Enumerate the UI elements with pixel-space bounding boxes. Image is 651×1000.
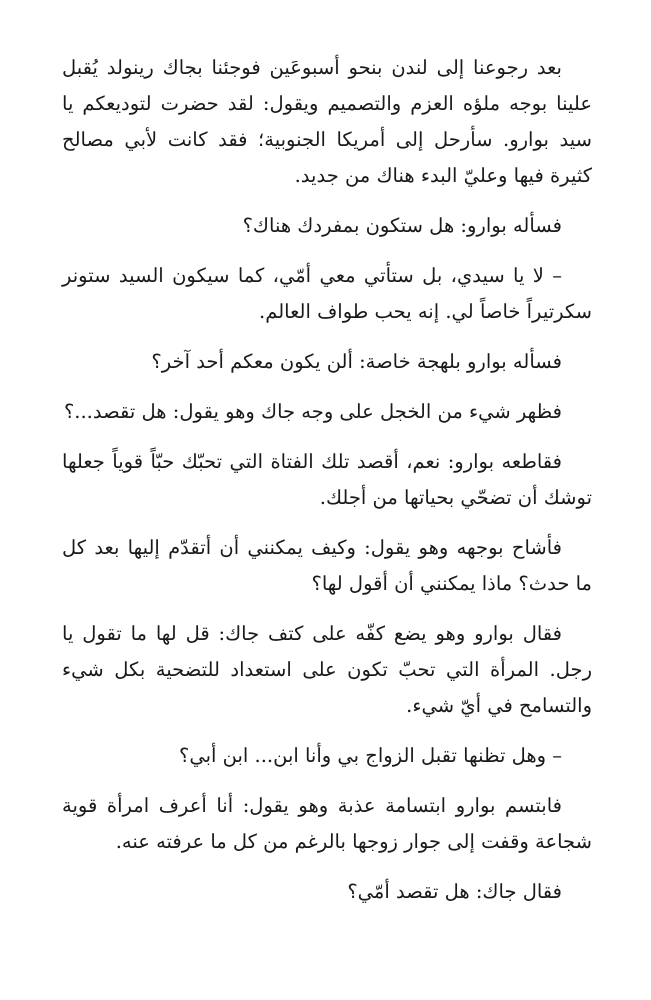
paragraph-6: فقاطعه بوارو: نعم، أقصد تلك الفتاة التي تحبّك حبّاً قوياً جعلها توشك أن تضحّي بحياتها من أجلك. bbox=[62, 450, 592, 509]
paragraph-9: – وهل تظنها تقبل الزواج بي وأنا ابن... ابن أبي؟ bbox=[178, 744, 562, 767]
paragraph-10: فابتسم بوارو ابتسامة عذبة وهو يقول: أنا أعرف امرأة قوية شجاعة وقفت إلى جوار زوجها بالرغم من كل ما عرفته عنه. bbox=[62, 794, 592, 853]
paragraph-3: – لا يا سيدي، بل ستأتي معي أمّي، كما سيكون السيد ستونر سكرتيراً خاصاً لي. إنه يحب طواف العالم. bbox=[62, 264, 592, 323]
paragraph-2: فسأله بوارو: هل ستكون بمفردك هناك؟ bbox=[242, 214, 562, 237]
paragraph-5: فظهر شيء من الخجل على وجه جاك وهو يقول: هل تقصد...؟ bbox=[63, 400, 562, 423]
paragraph-8: فقال بوارو وهو يضع كفّه على كتف جاك: قل لها ما تقول يا رجل. المرأة التي تحبّ تكون على استعداد للتضحية بكل شيء والتسامح في أيّ شيء. bbox=[62, 622, 592, 717]
paragraph-7: فأشاح بوجهه وهو يقول: وكيف يمكنني أن أتقدّم إليها بعد كل ما حدث؟ ماذا يمكنني أن أقول لها؟ bbox=[62, 536, 592, 595]
page-body bbox=[62, 50, 592, 924]
paragraph-11: فقال جاك: هل تقصد أمّي؟ bbox=[347, 880, 562, 903]
paragraph-4: فسأله بوارو بلهجة خاصة: ألن يكون معكم أحد آخر؟ bbox=[151, 350, 562, 373]
paragraph-1: بعد رجوعنا إلى لندن بنحو أسبوعَين فوجئنا بجاك رينولد يُقبل علينا بوجه ملؤه العزم والتصميم ويقول: لقد حضرت لتوديعكم يا سيد بوارو. سأرحل إلى أمريكا الجنوبية؛ فقد كانت لأبي مصالح كثيرة فيها وعليّ البدء هناك من جديد. bbox=[62, 56, 592, 187]
